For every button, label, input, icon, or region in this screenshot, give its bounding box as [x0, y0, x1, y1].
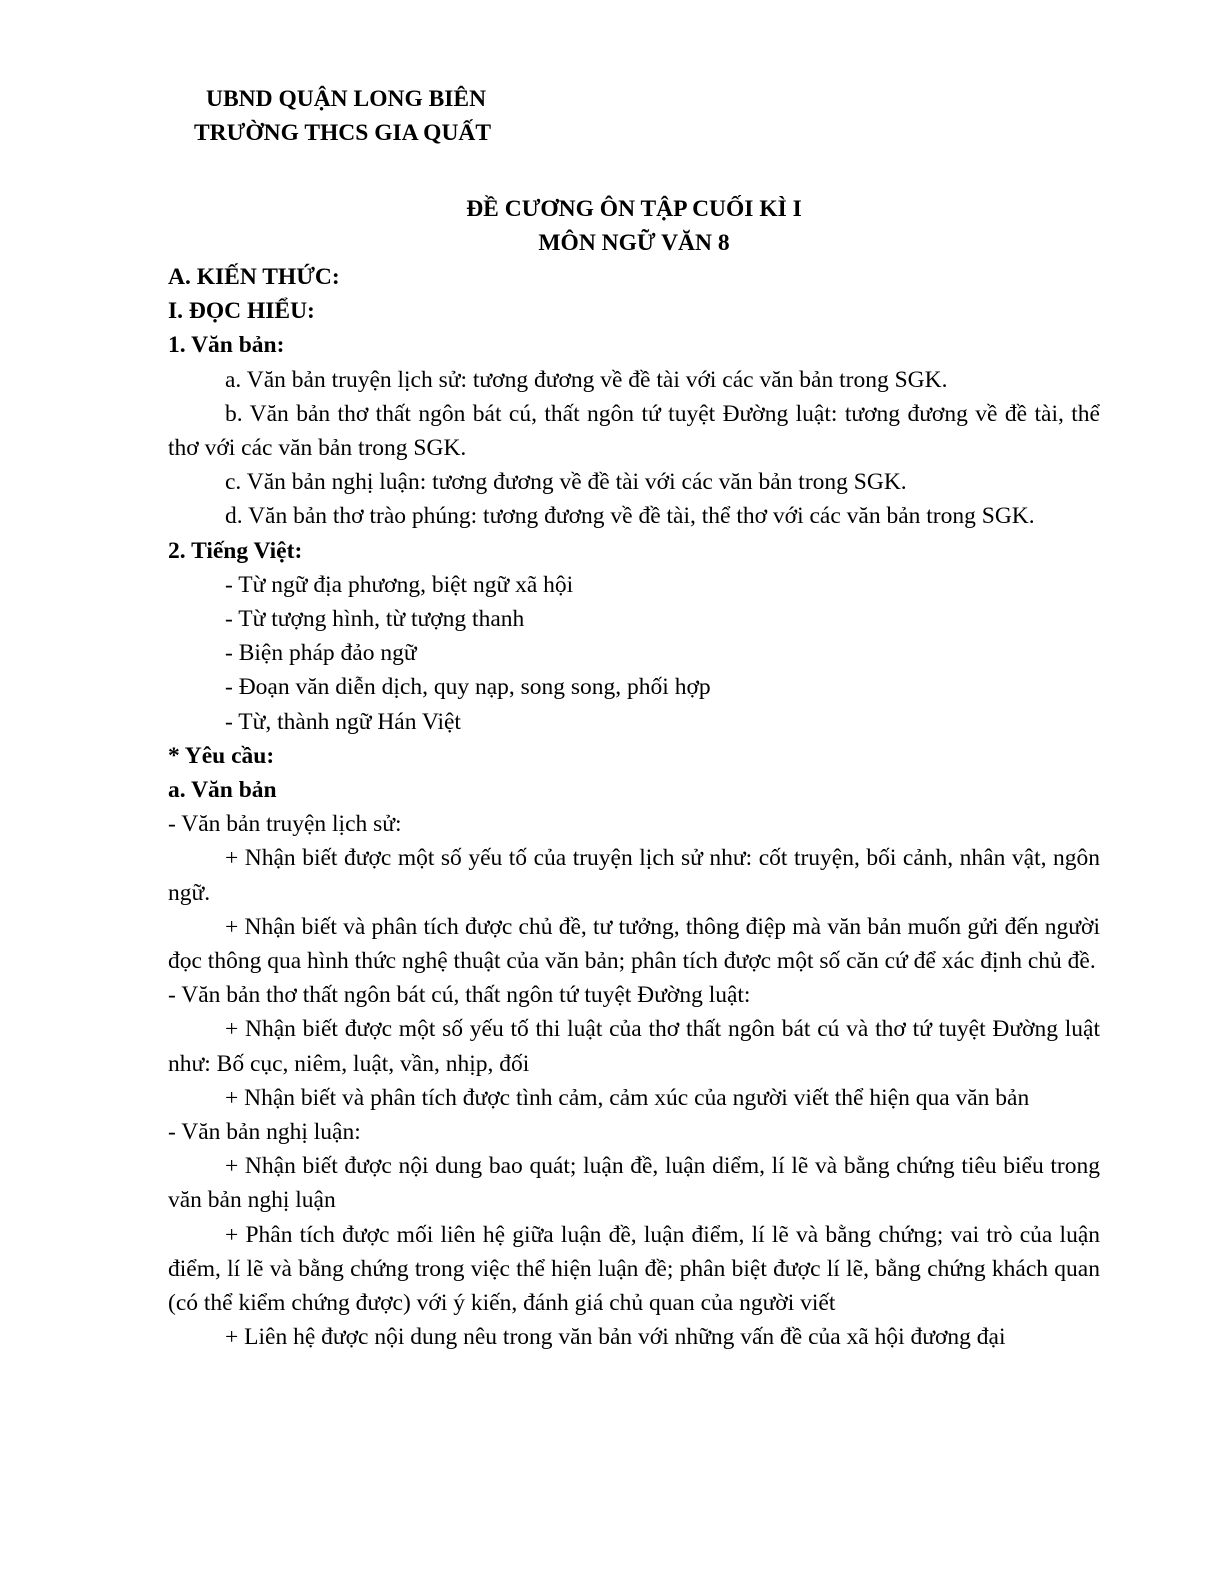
section-heading-1: 1. Văn bản: [168, 332, 285, 359]
text-type-item: d. Văn bản thơ trào phúng: tương đương về đề tài, thể thơ với các văn bản trong SGK. [225, 503, 1035, 530]
requirement-line: + Phân tích được mối liên hệ giữa luận đề, luận điểm, lí lẽ và bằng chứng; vai trò của luận điểm, lí lẽ và bằng chứng trong việc thể hiện luận đề; phân biệt được lí lẽ, bằng chứng khách quan (có thể kiểm chứng được) với ý kiến, đánh giá chủ quan của người viết [168, 1221, 1100, 1317]
requirement-line: + Nhận biết được một số yếu tố của truyện lịch sử như: cốt truyện, bối cảnh, nhân vật, ngôn ngữ. [168, 845, 1100, 906]
requirement-line: - Văn bản thơ thất ngôn bát cú, thất ngôn tứ tuyệt Đường luật: [168, 982, 751, 1009]
text-type-item: a. Văn bản truyện lịch sử: tương đương về đề tài với các văn bản trong SGK. [225, 366, 948, 393]
section-heading-2: 2. Tiếng Việt: [168, 537, 303, 564]
requirement-line: - Văn bản nghị luận: [168, 1119, 361, 1146]
vietnamese-topic-item: - Từ tượng hình, từ tượng thanh [225, 606, 525, 633]
requirements-heading: * Yêu cầu: [168, 742, 275, 769]
requirement-line: + Nhận biết được nội dung bao quát; luận đề, luận diểm, lí lẽ và bằng chứng tiêu biểu trong văn bản nghị luận [168, 1153, 1100, 1214]
requirement-line: + Nhận biết được một số yếu tố thi luật của thơ thất ngôn bát cú và thơ tứ tuyệt Đường luật như: Bố cục, niêm, luật, vần, nhịp, đối [168, 1016, 1100, 1077]
requirements-subheading-a: a. Văn bản [168, 777, 277, 804]
org-name: UBND QUẬN LONG BIÊN [206, 86, 487, 112]
document-title [168, 192, 1100, 260]
requirement-line: + Liên hệ được nội dung nêu trong văn bản với những vấn đề của xã hội đương đại [225, 1324, 1006, 1351]
requirement-line: + Nhận biết và phân tích được chủ đề, tư tưởng, thông điệp mà văn bản muốn gửi đến người đọc thông qua hình thức nghệ thuật của văn bản; phân tích được một số căn cứ để xác định chủ đề. [168, 913, 1100, 975]
school-name: TRƯỜNG THCS GIA QUẤT [194, 120, 492, 146]
section-heading-i: I. ĐỌC HIỂU: [168, 298, 315, 325]
text-type-item: b. Văn bản thơ thất ngôn bát cú, thất ngôn tứ tuyệt Đường luật: tương đương về đề tài, thể thơ với các văn bản trong SGK. [168, 400, 1100, 462]
requirement-line: + Nhận biết và phân tích được tình cảm, cảm xúc của người viết thể hiện qua văn bản [225, 1084, 1030, 1111]
requirement-line: - Văn bản truyện lịch sử: [168, 811, 402, 838]
document-page [168, 82, 1100, 1355]
section-heading-a: A. KIẾN THỨC: [168, 264, 340, 290]
title-line-1: ĐỀ CƯƠNG ÔN TẬP CUỐI KÌ I [466, 196, 802, 222]
vietnamese-topic-item: - Từ ngữ địa phương, biệt ngữ xã hội [225, 571, 574, 598]
vietnamese-topic-item: - Đoạn văn diễn dịch, quy nạp, song song, phối hợp [225, 674, 711, 701]
text-type-item: c. Văn bản nghị luận: tương đương về đề tài với các văn bản trong SGK. [225, 469, 907, 496]
document-header [194, 82, 1100, 150]
title-line-2: MÔN NGỮ VĂN 8 [538, 230, 730, 256]
vietnamese-topic-item: - Biện pháp đảo ngữ [225, 640, 417, 667]
vietnamese-topic-item: - Từ, thành ngữ Hán Việt [225, 708, 461, 735]
